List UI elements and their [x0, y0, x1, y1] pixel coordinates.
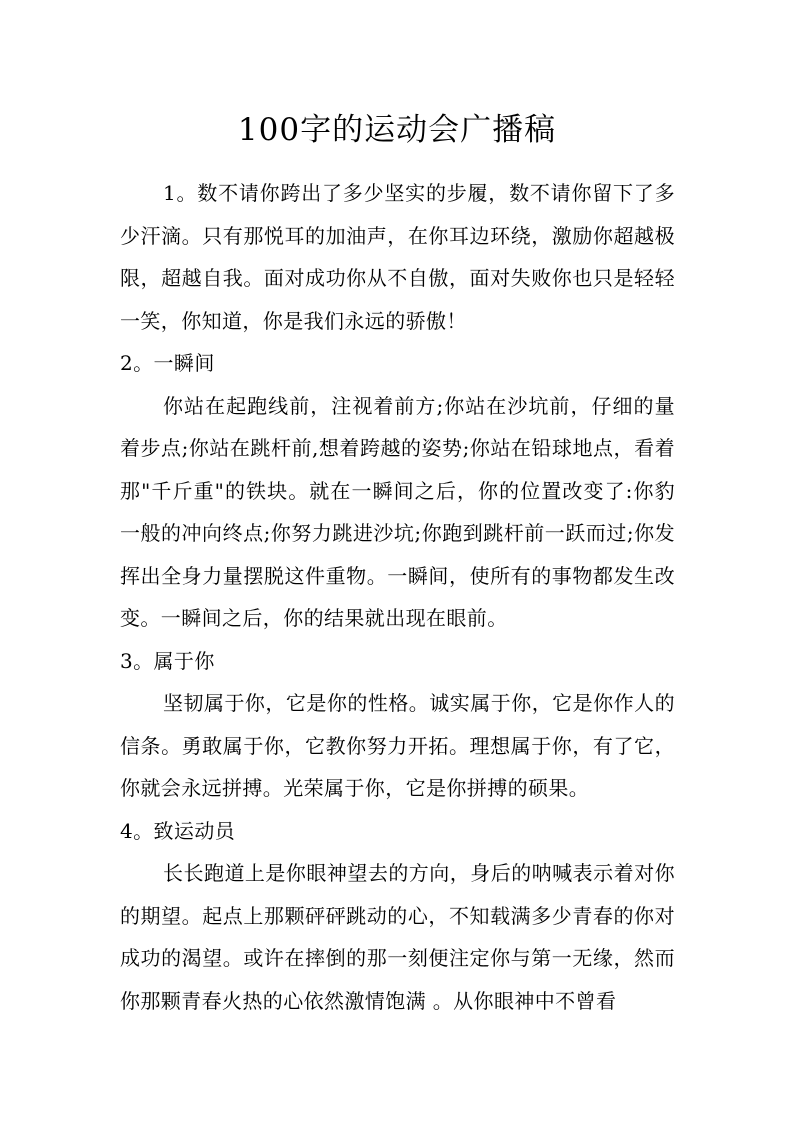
- section-heading-3: 3。属于你: [120, 648, 215, 673]
- paragraph-3: 坚韧属于你，它是你的性格。诚实属于你，它是你作人的信条。勇敢属于你，它教你努力开拓。理想属于你，有了它，你就会永远拼搏。光荣属于你，它是你拼搏的硕果。: [120, 691, 675, 800]
- section-heading-4: 4。致运动员: [120, 818, 236, 843]
- paragraph-1: 1。数不请你跨出了多少坚实的步履，数不请你留下了多少汗滴。只有那悦耳的加油声，在你耳边环绕，激励你超越极限，超越自我。面对成功你从不自傲，面对失败你也只是轻轻一笑，你知道，你是我们永远的骄傲！: [120, 181, 675, 333]
- paragraph-2: 你站在起跑线前，注视着前方;你站在沙坑前，仔细的量着步点;你站在跳杆前,想着跨越的姿势;你站在铅球地点，看着那"千斤重"的铁块。就在一瞬间之后，你的位置改变了:你豹一般的冲向终点;你努力跳进沙坑;你跑到跳杆前一跃而过;你发挥出全身力量摆脱这件重物。一瞬间，使所有的事物都发生改变。一瞬间之后，你的结果就出现在眼前。: [120, 393, 675, 630]
- document-title: 100字的运动会广播稿: [237, 112, 557, 148]
- document-body: [120, 172, 675, 1022]
- paragraph-4: 长长跑道上是你眼神望去的方向，身后的呐喊表示着对你的期望。起点上那颗砰砰跳动的心，不知载满多少青春的你对成功的渴望。或许在摔倒的那一刻便注定你与第一无缘，然而你那颗青春火热的心依然激情饱满 。从你眼神中不曾看: [120, 861, 675, 1013]
- section-heading-2: 2。一瞬间: [120, 351, 215, 375]
